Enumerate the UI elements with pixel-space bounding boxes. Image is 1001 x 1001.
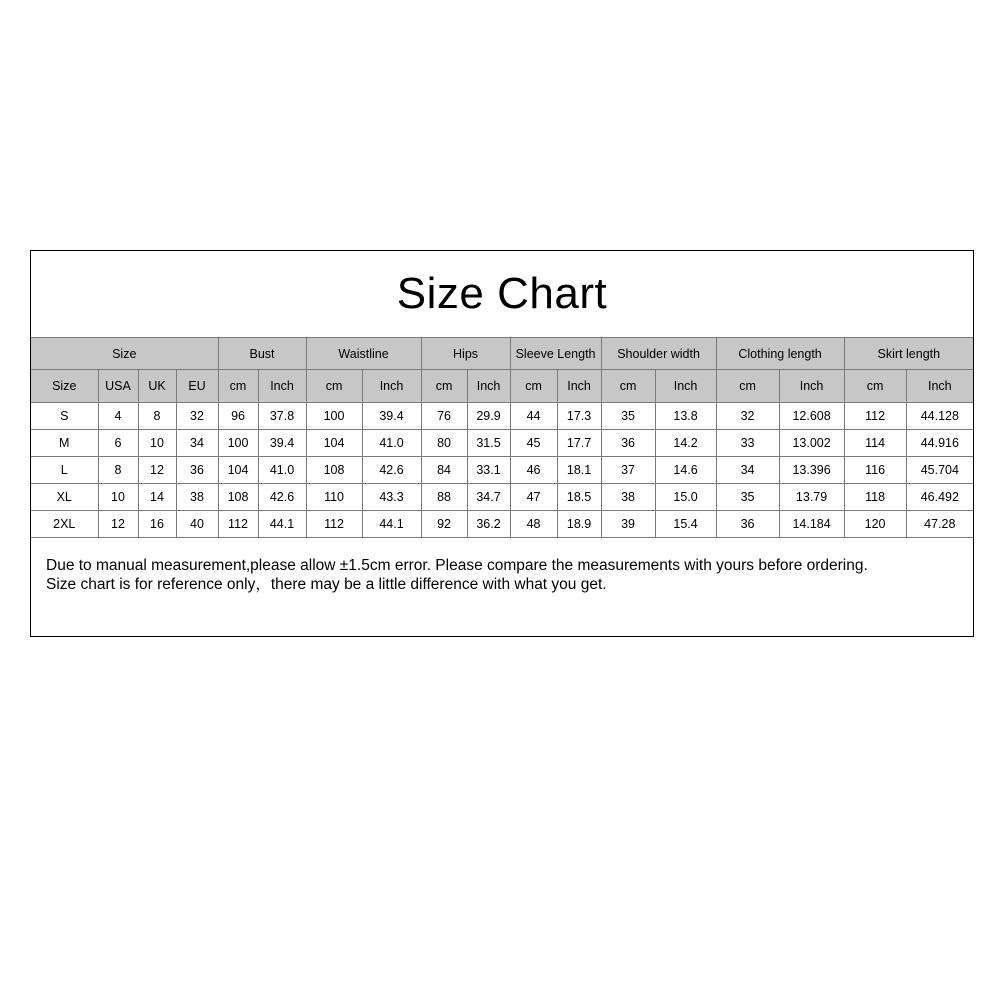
table-row <box>31 403 973 430</box>
table-cell: 40 <box>176 511 218 538</box>
disclaimer-note <box>46 556 966 594</box>
table-cell: 114 <box>844 430 906 457</box>
table-cell: 34 <box>176 430 218 457</box>
column-header: Inch <box>557 370 601 403</box>
table-cell: 110 <box>306 484 362 511</box>
table-cell: 42.6 <box>258 484 306 511</box>
table-cell: 45.704 <box>906 457 973 484</box>
table-cell: 42.6 <box>362 457 421 484</box>
chart-title: Size Chart <box>396 269 608 318</box>
column-header: Inch <box>779 370 844 403</box>
group-header: Waistline <box>306 338 421 370</box>
table-cell: 34 <box>716 457 779 484</box>
table-cell: 36 <box>716 511 779 538</box>
group-header: Size <box>31 338 218 370</box>
table-cell: 44.1 <box>258 511 306 538</box>
table-cell: 96 <box>218 403 258 430</box>
table-row <box>31 457 973 484</box>
column-header: Size <box>31 370 98 403</box>
table-cell: 17.3 <box>557 403 601 430</box>
table-cell: 4 <box>98 403 138 430</box>
table-cell: 39 <box>601 511 655 538</box>
column-header: EU <box>176 370 218 403</box>
table-cell: 108 <box>218 484 258 511</box>
column-header: cm <box>601 370 655 403</box>
column-header: cm <box>306 370 362 403</box>
column-header: cm <box>218 370 258 403</box>
table-body <box>31 403 973 538</box>
table-cell: 41.0 <box>258 457 306 484</box>
table-cell: 41.0 <box>362 430 421 457</box>
table-cell: 88 <box>421 484 467 511</box>
table-cell: 15.4 <box>655 511 716 538</box>
group-header: Hips <box>421 338 510 370</box>
table-cell: 35 <box>601 403 655 430</box>
table-row <box>31 511 973 538</box>
table-cell: 29.9 <box>467 403 510 430</box>
table-cell: 47 <box>510 484 557 511</box>
size-label-cell: L <box>31 457 98 484</box>
column-header: Inch <box>655 370 716 403</box>
table-cell: 6 <box>98 430 138 457</box>
group-header: Sleeve Length <box>510 338 601 370</box>
table-cell: 16 <box>138 511 176 538</box>
table-cell: 37 <box>601 457 655 484</box>
table-cell: 35 <box>716 484 779 511</box>
table-cell: 17.7 <box>557 430 601 457</box>
table-cell: 10 <box>98 484 138 511</box>
size-label-cell: M <box>31 430 98 457</box>
table-cell: 116 <box>844 457 906 484</box>
table-cell: 45 <box>510 430 557 457</box>
table-cell: 36 <box>601 430 655 457</box>
column-header: cm <box>421 370 467 403</box>
table-cell: 92 <box>421 511 467 538</box>
table-cell: 13.002 <box>779 430 844 457</box>
table-cell: 46.492 <box>906 484 973 511</box>
table-cell: 13.8 <box>655 403 716 430</box>
table-row <box>31 430 973 457</box>
table-cell: 44.128 <box>906 403 973 430</box>
group-header: Bust <box>218 338 306 370</box>
table-cell: 12 <box>138 457 176 484</box>
table-cell: 32 <box>176 403 218 430</box>
table-cell: 46 <box>510 457 557 484</box>
table-cell: 12.608 <box>779 403 844 430</box>
table-cell: 47.28 <box>906 511 973 538</box>
table-cell: 104 <box>218 457 258 484</box>
table-row <box>31 484 973 511</box>
table-cell: 13.79 <box>779 484 844 511</box>
size-label-cell: S <box>31 403 98 430</box>
column-header: USA <box>98 370 138 403</box>
column-header: Inch <box>362 370 421 403</box>
size-chart-panel <box>30 250 974 637</box>
table-cell: 39.4 <box>258 430 306 457</box>
table-cell: 14.2 <box>655 430 716 457</box>
table-cell: 100 <box>306 403 362 430</box>
size-table <box>31 337 973 538</box>
column-header: Inch <box>258 370 306 403</box>
table-cell: 112 <box>844 403 906 430</box>
table-cell: 18.1 <box>557 457 601 484</box>
table-cell: 14.6 <box>655 457 716 484</box>
table-cell: 118 <box>844 484 906 511</box>
column-header: cm <box>844 370 906 403</box>
note-line: Due to manual measurement,please allow ±1.5cm error. Please compare the measurements with yours before ordering. <box>46 557 868 574</box>
table-cell: 80 <box>421 430 467 457</box>
sub-header-row <box>31 370 973 403</box>
size-label-cell: 2XL <box>31 511 98 538</box>
table-cell: 48 <box>510 511 557 538</box>
size-label-cell: XL <box>31 484 98 511</box>
table-cell: 18.5 <box>557 484 601 511</box>
group-header: Shoulder width <box>601 338 716 370</box>
table-cell: 120 <box>844 511 906 538</box>
table-cell: 44.1 <box>362 511 421 538</box>
table-cell: 76 <box>421 403 467 430</box>
table-cell: 37.8 <box>258 403 306 430</box>
column-header: cm <box>716 370 779 403</box>
table-cell: 112 <box>306 511 362 538</box>
table-cell: 43.3 <box>362 484 421 511</box>
table-cell: 36.2 <box>467 511 510 538</box>
table-cell: 38 <box>601 484 655 511</box>
table-cell: 32 <box>716 403 779 430</box>
table-cell: 44 <box>510 403 557 430</box>
table-cell: 108 <box>306 457 362 484</box>
group-header: Clothing length <box>716 338 844 370</box>
table-cell: 84 <box>421 457 467 484</box>
table-cell: 38 <box>176 484 218 511</box>
group-header-row <box>31 338 973 370</box>
table-cell: 18.9 <box>557 511 601 538</box>
column-header: cm <box>510 370 557 403</box>
table-cell: 14 <box>138 484 176 511</box>
table-cell: 15.0 <box>655 484 716 511</box>
note-line: Size chart is for reference only，there may be a little difference with what you get. <box>46 576 607 593</box>
column-header: Inch <box>467 370 510 403</box>
table-cell: 39.4 <box>362 403 421 430</box>
table-cell: 10 <box>138 430 176 457</box>
table-cell: 36 <box>176 457 218 484</box>
table-cell: 112 <box>218 511 258 538</box>
table-cell: 14.184 <box>779 511 844 538</box>
table-cell: 31.5 <box>467 430 510 457</box>
table-cell: 44.916 <box>906 430 973 457</box>
table-cell: 8 <box>138 403 176 430</box>
column-header: UK <box>138 370 176 403</box>
column-header: Inch <box>906 370 973 403</box>
table-cell: 34.7 <box>467 484 510 511</box>
table-cell: 13.396 <box>779 457 844 484</box>
table-cell: 12 <box>98 511 138 538</box>
table-cell: 33 <box>716 430 779 457</box>
table-cell: 33.1 <box>467 457 510 484</box>
table-cell: 8 <box>98 457 138 484</box>
table-cell: 100 <box>218 430 258 457</box>
group-header: Skirt length <box>844 338 973 370</box>
table-cell: 104 <box>306 430 362 457</box>
